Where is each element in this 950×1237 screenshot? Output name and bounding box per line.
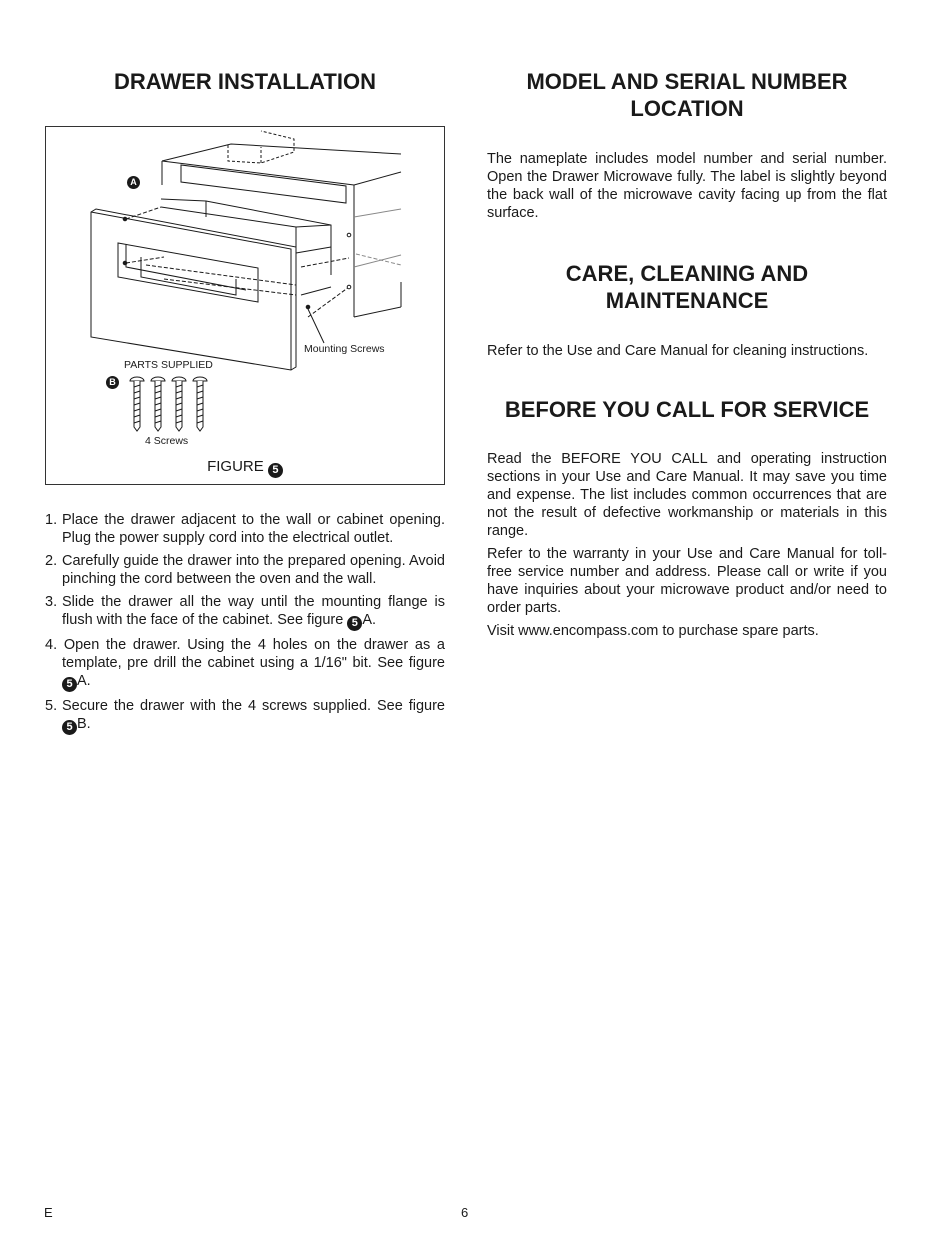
- care-heading-line2: MAINTENANCE: [605, 288, 769, 313]
- list-item: [45, 636, 445, 692]
- figure-ref-badge: 5: [62, 677, 77, 692]
- before-you-call-para2: Refer to the warranty in your Use and Care Manual for toll-free service number and address. Please call or write if you have inquiries about your microwave product and/or need to order parts.: [487, 546, 887, 616]
- step-number: 3.: [45, 594, 58, 610]
- mounting-screws-label: Mounting Screws: [304, 343, 385, 355]
- footer-language-code: E: [44, 1205, 53, 1220]
- callout-b-marker: B: [106, 376, 119, 389]
- step-text: Carefully guide the drawer into the prepared opening. Avoid pinching the cord between the oven and the wall.: [62, 553, 445, 587]
- left-column: [45, 68, 445, 740]
- before-you-call-heading: BEFORE YOU CALL FOR SERVICE: [504, 397, 870, 422]
- list-item: [45, 511, 445, 547]
- step-number: 1.: [45, 512, 58, 528]
- step-text: Open the drawer. Using the 4 holes on the drawer as a template, pre drill the cabinet using a 1/16" bit. See figure: [62, 637, 445, 671]
- drawer-installation-illustration: [46, 127, 444, 484]
- before-you-call-para3: Visit www.encompass.com to purchase spare parts.: [487, 623, 819, 639]
- care-heading-line1: CARE, CLEANING AND: [565, 261, 809, 286]
- step-text: Secure the drawer with the 4 screws supplied. See figure: [62, 698, 445, 714]
- model-serial-body: The nameplate includes model number and serial number. Open the Drawer Microwave fully. The label is slightly beyond the back wall of the microwave cavity facing up from the flat surface.: [487, 151, 887, 221]
- step-number: 4.: [45, 637, 58, 653]
- parts-supplied-label: PARTS SUPPLIED: [124, 359, 213, 371]
- figure-caption-text: FIGURE: [207, 458, 264, 475]
- care-cleaning-heading: [487, 260, 887, 314]
- step-text-suffix: A.: [362, 612, 377, 628]
- model-serial-heading: [487, 68, 887, 122]
- step-text: Place the drawer adjacent to the wall or cabinet opening. Plug the power supply cord into the electrical outlet.: [62, 512, 445, 546]
- model-serial-heading-line2: LOCATION: [630, 96, 744, 121]
- screw-icons: [130, 377, 207, 431]
- page-number: 6: [461, 1205, 469, 1220]
- list-item: [45, 593, 445, 631]
- list-item: [45, 552, 445, 588]
- right-column: [487, 68, 887, 640]
- figure-ref-badge: 5: [62, 720, 77, 735]
- installation-steps: [45, 511, 445, 735]
- four-screws-label: 4 Screws: [145, 435, 189, 447]
- figure-5: [45, 126, 445, 485]
- callout-a-marker: A: [127, 176, 140, 189]
- step-number: 2.: [45, 553, 58, 569]
- figure-ref-badge: 5: [347, 616, 362, 631]
- figure-caption: [46, 458, 444, 478]
- before-you-call-para1: Read the BEFORE YOU CALL and operating instruction sections in your Use and Care Manual. It may save you time and expense. The list includes common occurrences that are not the result of defective workmanship or materials in this range.: [487, 451, 887, 539]
- care-cleaning-body: Refer to the Use and Care Manual for cleaning instructions.: [487, 343, 869, 359]
- step-text: Slide the drawer all the way until the mounting flange is flush with the face of the cabinet. See figure: [62, 594, 445, 628]
- step-number: 5.: [45, 698, 58, 714]
- drawer-installation-heading: DRAWER INSTALLATION: [114, 69, 376, 94]
- step-text-suffix: B.: [77, 716, 91, 732]
- list-item: [45, 697, 445, 735]
- step-text-suffix: A.: [77, 673, 91, 689]
- model-serial-heading-line1: MODEL AND SERIAL NUMBER: [526, 69, 848, 94]
- figure-number-badge: 5: [268, 463, 283, 478]
